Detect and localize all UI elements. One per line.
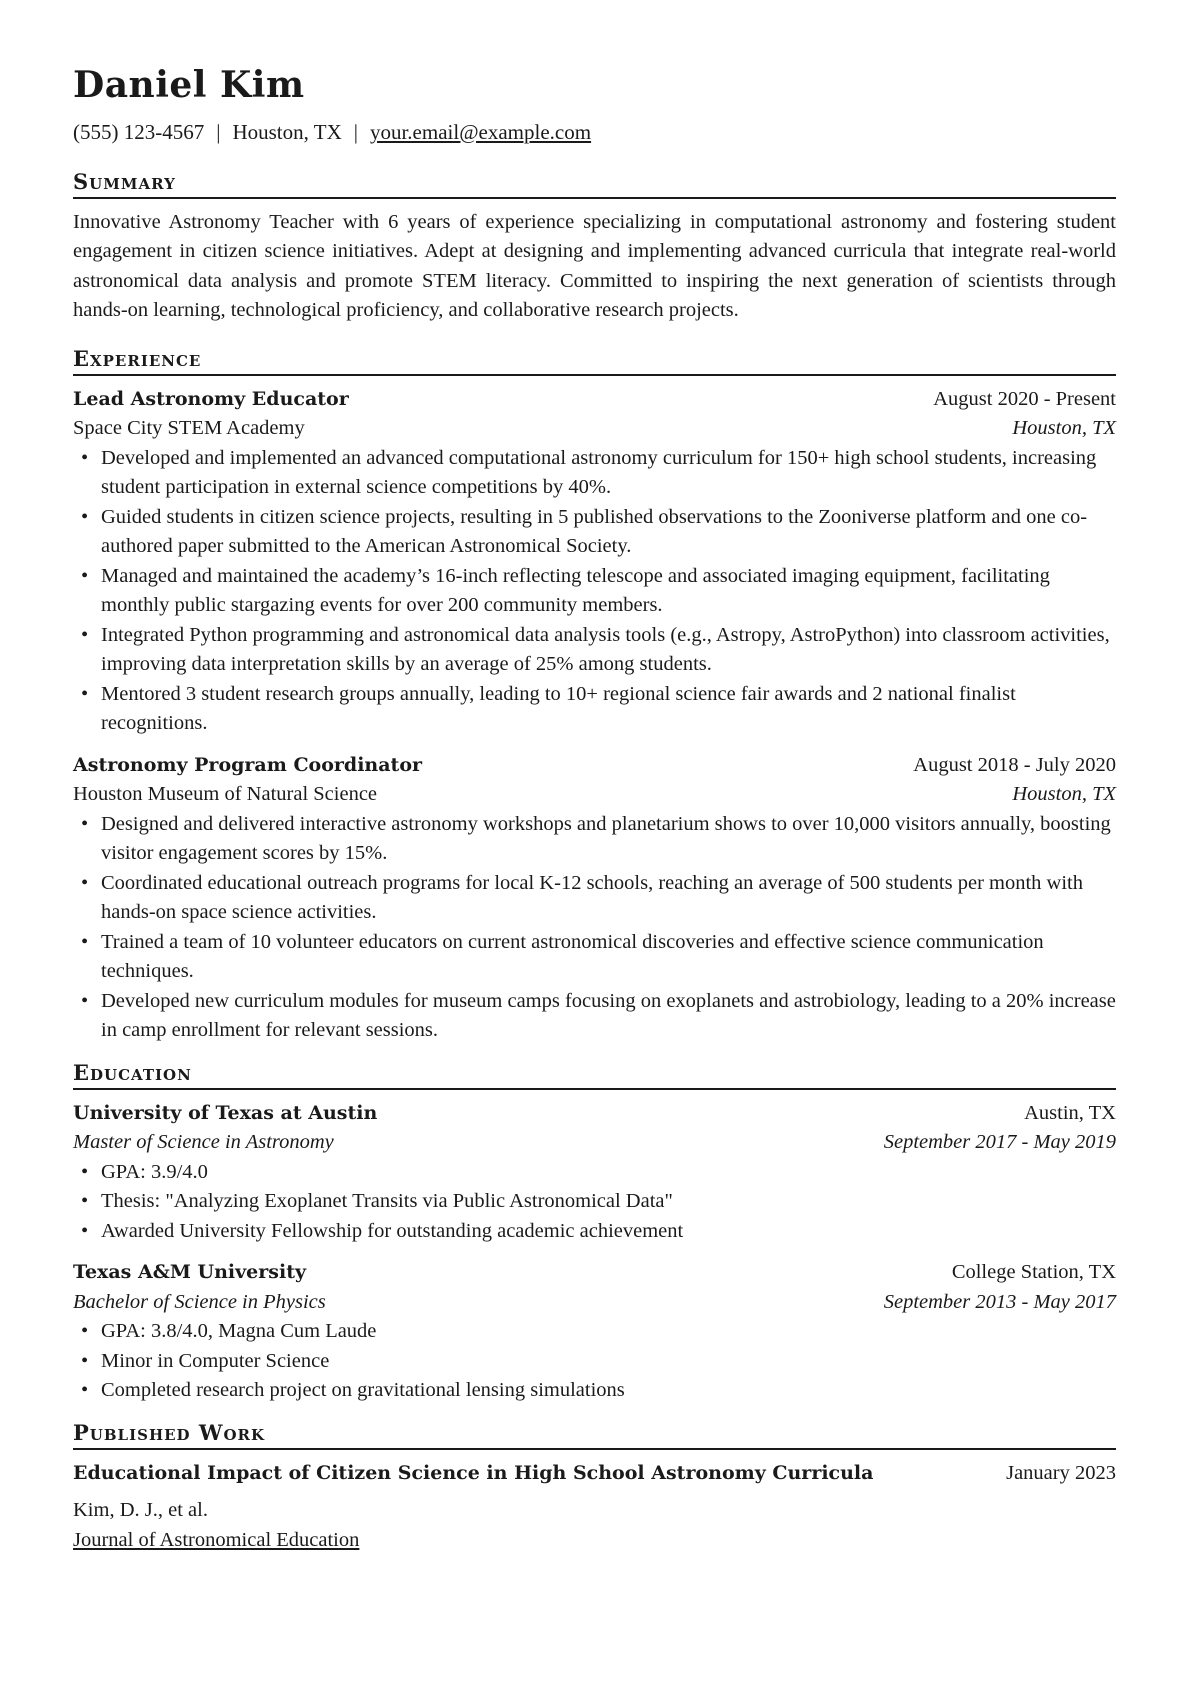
degree-row: [73, 1128, 1116, 1158]
bullet-item: • GPA: 3.8/4.0, Magna Cum Laude: [73, 1317, 1116, 1347]
published-section: [73, 1459, 1116, 1556]
job-entry: [73, 751, 1116, 1046]
degree-name: Bachelor of Science in Physics: [73, 1290, 326, 1313]
bullet-item: • Trained a team of 10 volunteer educators on current astronomical discoveries and effective science communication techniques.: [73, 928, 1116, 987]
email-link[interactable]: your.email@example.com: [369, 119, 592, 144]
job-organization: Houston Museum of Natural Science: [73, 783, 378, 806]
bullet-item: • Mentored 3 student research groups annually, leading to 10+ regional science fair awards and 2 national finalist recognitions.: [73, 680, 1116, 739]
job-location: Houston, TX: [1012, 783, 1116, 806]
bullet-item: • Minor in Computer Science: [73, 1347, 1116, 1377]
bullet-item: • Awarded University Fellowship for outstanding academic achievement: [73, 1217, 1116, 1247]
school-location: Austin, TX: [1024, 1101, 1116, 1124]
degree-name: Master of Science in Astronomy: [73, 1131, 334, 1154]
publication-title: Educational Impact of Citizen Science in High School Astronomy Curricula: [73, 1461, 874, 1484]
education-section: [73, 1099, 1116, 1406]
bullet-item: • GPA: 3.9/4.0: [73, 1158, 1116, 1188]
job-bullets: [73, 810, 1116, 1046]
phone-number: (555) 123-4567: [73, 119, 205, 144]
school-location: College Station, TX: [951, 1261, 1116, 1284]
section-title-education: Education: [73, 1060, 1116, 1090]
bullet-item: • Developed new curriculum modules for museum camps focusing on exoplanets and astrobiology, leading to a 20% increase in camp enrollment for relevant sessions.: [73, 987, 1116, 1046]
contact-separator: |: [216, 119, 221, 144]
degree-dates: September 2017 - May 2019: [883, 1131, 1116, 1154]
section-title-published-work: Published Work: [73, 1420, 1116, 1450]
education-bullets: [73, 1158, 1116, 1247]
job-header: [73, 751, 1116, 781]
section-title-experience: Experience: [73, 346, 1116, 376]
bullet-item: • Integrated Python programming and astronomical data analysis tools (e.g., Astropy, AstroPython) into classroom activities, improving data interpretation skills by an average of 25% among students.: [73, 621, 1116, 680]
summary-text: Innovative Astronomy Teacher with 6 years of experience specializing in computational astronomy and fostering student engagement in citizen science initiatives. Adept at designing and implementing advanced curricula that integrate real-world astronomical data analysis and promote STEM literacy. Committed to inspiring the next generation of scientists through hands-on learning, technological proficiency, and collaborative research projects.: [73, 210, 1116, 322]
education-bullets: [73, 1317, 1116, 1406]
job-bullets: [73, 444, 1116, 739]
job-dates: August 2020 - Present: [933, 387, 1116, 410]
bullet-item: • Guided students in citizen science projects, resulting in 5 published observations to the Zooniverse platform and one co-authored paper submitted to the American Astronomical Society.: [73, 503, 1116, 562]
school-header: [73, 1099, 1116, 1129]
job-dates: August 2018 - July 2020: [913, 753, 1116, 776]
job-role: Astronomy Program Coordinator: [73, 753, 423, 776]
job-header: [73, 385, 1116, 415]
publication-authors: Kim, D. J., et al.: [73, 1499, 208, 1522]
school-name: University of Texas at Austin: [73, 1101, 378, 1124]
job-subheader: [73, 414, 1116, 444]
job-subheader: [73, 780, 1116, 810]
job-entry: [73, 385, 1116, 739]
candidate-name: Daniel Kim: [73, 64, 305, 106]
publication-date: January 2023: [1006, 1461, 1116, 1484]
publication-header: [73, 1459, 1116, 1489]
job-location: Houston, TX: [1012, 417, 1116, 440]
bullet-item: • Completed research project on gravitational lensing simulations: [73, 1376, 1116, 1406]
education-entry: [73, 1099, 1116, 1247]
bullet-item: • Thesis: "Analyzing Exoplanet Transits via Public Astronomical Data": [73, 1187, 1116, 1217]
bullet-item: • Managed and maintained the academy’s 16-inch reflecting telescope and associated imaging equipment, facilitating monthly public stargazing events for over 200 community members.: [73, 562, 1116, 621]
bullet-item: • Developed and implemented an advanced computational astronomy curriculum for 150+ high school students, increasing student participation in external science competitions by 40%.: [73, 444, 1116, 503]
degree-row: [73, 1288, 1116, 1318]
job-organization: Space City STEM Academy: [73, 417, 305, 440]
bullet-item: • Coordinated educational outreach programs for local K-12 schools, reaching an average of 500 students per month with hands-on space science activities.: [73, 869, 1116, 928]
school-name: Texas A&M University: [73, 1261, 307, 1284]
publication-journal: Journal of Astronomical Education: [73, 1528, 360, 1551]
job-role: Lead Astronomy Educator: [73, 387, 349, 410]
location: Houston, TX: [232, 119, 342, 144]
degree-dates: September 2013 - May 2017: [883, 1290, 1116, 1313]
contact-line: [73, 120, 1116, 145]
education-entry: [73, 1258, 1116, 1406]
school-header: [73, 1258, 1116, 1288]
bullet-item: • Designed and delivered interactive astronomy workshops and planetarium shows to over 10,000 visitors annually, boosting visitor engagement scores by 15%.: [73, 810, 1116, 869]
contact-separator: |: [353, 119, 358, 144]
experience-section: [73, 385, 1116, 1046]
section-title-summary: Summary: [73, 169, 1116, 199]
